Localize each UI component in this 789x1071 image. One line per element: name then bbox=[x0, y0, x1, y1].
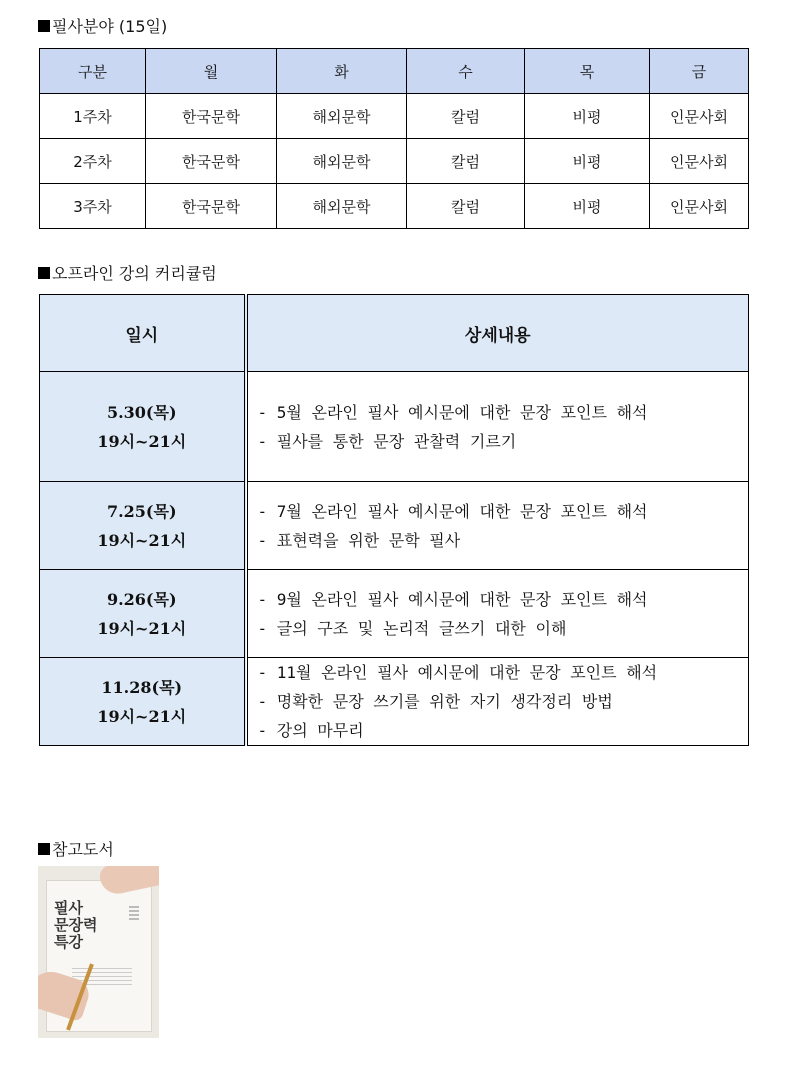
table-cell: 해외문학 bbox=[277, 94, 407, 139]
session-date: 11.28(목) bbox=[101, 677, 183, 697]
table-row bbox=[40, 372, 749, 482]
detail-line: - 표현력을 위한 문학 필사 bbox=[257, 530, 461, 550]
detail-cell bbox=[246, 482, 749, 570]
table-cell: 해외문학 bbox=[277, 184, 407, 229]
date-cell bbox=[40, 372, 246, 482]
header-cell: 수 bbox=[407, 49, 525, 94]
detail-line: - 7월 온라인 필사 예시문에 대한 문장 포인트 해석 bbox=[257, 501, 648, 521]
table-cell: 비평 bbox=[525, 94, 650, 139]
detail-line: - 필사를 통한 문장 관찰력 기르기 bbox=[257, 431, 517, 451]
table-cell: 한국문학 bbox=[146, 94, 277, 139]
book-title-line: 문장력 bbox=[54, 916, 98, 934]
table-row bbox=[40, 184, 749, 229]
date-cell bbox=[40, 482, 246, 570]
header-cell-details: 상세내용 bbox=[246, 295, 749, 372]
session-date: 9.26(목) bbox=[106, 589, 177, 609]
table-cell: 3주차 bbox=[40, 184, 146, 229]
session-date: 5.30(목) bbox=[106, 402, 177, 422]
detail-line: - 9월 온라인 필사 예시문에 대한 문장 포인트 해석 bbox=[257, 589, 648, 609]
header-cell: 월 bbox=[146, 49, 277, 94]
table-cell: 한국문학 bbox=[146, 139, 277, 184]
header-cell: 구분 bbox=[40, 49, 146, 94]
square-bullet-icon bbox=[38, 843, 50, 855]
book-title-line: 특강 bbox=[54, 933, 83, 951]
date-cell bbox=[40, 570, 246, 658]
table-header-row bbox=[40, 295, 749, 372]
table-cell: 1주차 bbox=[40, 94, 146, 139]
table-cell: 인문사회 bbox=[650, 184, 749, 229]
table-cell: 칼럼 bbox=[407, 139, 525, 184]
book-title bbox=[54, 900, 97, 951]
curriculum-table bbox=[39, 294, 749, 746]
table-cell: 인문사회 bbox=[650, 139, 749, 184]
table-cell: 비평 bbox=[525, 184, 650, 229]
table-row bbox=[40, 139, 749, 184]
detail-line: - 강의 마무리 bbox=[257, 721, 364, 740]
session-time: 19시~21시 bbox=[97, 431, 187, 451]
section-title-text: 필사분야 (15일) bbox=[52, 17, 168, 36]
section-title-text: 참고도서 bbox=[52, 840, 114, 859]
table-cell: 해외문학 bbox=[277, 139, 407, 184]
detail-line: - 글의 구조 및 논리적 글쓰기 대한 이해 bbox=[257, 618, 567, 638]
book-title-line: 필사 bbox=[54, 899, 83, 917]
book-tagline bbox=[56, 890, 57, 895]
detail-cell bbox=[246, 372, 749, 482]
table-cell: 칼럼 bbox=[407, 184, 525, 229]
table-row bbox=[40, 570, 749, 658]
session-date: 7.25(목) bbox=[106, 501, 177, 521]
session-time: 19시~21시 bbox=[97, 706, 187, 726]
table-row bbox=[40, 482, 749, 570]
date-cell bbox=[40, 658, 246, 746]
book-cover-image bbox=[38, 866, 159, 1038]
section-title-references bbox=[38, 837, 114, 860]
table-cell: 비평 bbox=[525, 139, 650, 184]
detail-cell bbox=[246, 570, 749, 658]
table-cell: 칼럼 bbox=[407, 94, 525, 139]
detail-line: - 11월 온라인 필사 예시문에 대한 문장 포인트 해석 bbox=[257, 663, 658, 682]
section-title-curriculum bbox=[38, 261, 217, 284]
table-cell: 2주차 bbox=[40, 139, 146, 184]
table-row bbox=[40, 94, 749, 139]
session-time: 19시~21시 bbox=[97, 530, 187, 550]
decorative-lines bbox=[129, 906, 139, 922]
section-title-text: 오프라인 강의 커리큘럼 bbox=[52, 264, 217, 283]
detail-cell bbox=[246, 658, 749, 746]
header-cell: 목 bbox=[525, 49, 650, 94]
copying-schedule-table bbox=[39, 48, 749, 229]
table-header-row bbox=[40, 49, 749, 94]
table-row bbox=[40, 658, 749, 746]
table-cell: 한국문학 bbox=[146, 184, 277, 229]
section-title-copying-fields bbox=[38, 14, 167, 37]
square-bullet-icon bbox=[38, 267, 50, 279]
square-bullet-icon bbox=[38, 20, 50, 32]
detail-line: - 명확한 문장 쓰기를 위한 자기 생각정리 방법 bbox=[257, 692, 613, 711]
header-cell: 화 bbox=[277, 49, 407, 94]
header-cell: 금 bbox=[650, 49, 749, 94]
header-cell-date: 일시 bbox=[40, 295, 246, 372]
table-cell: 인문사회 bbox=[650, 94, 749, 139]
session-time: 19시~21시 bbox=[97, 618, 187, 638]
detail-line: - 5월 온라인 필사 예시문에 대한 문장 포인트 해석 bbox=[257, 402, 648, 422]
